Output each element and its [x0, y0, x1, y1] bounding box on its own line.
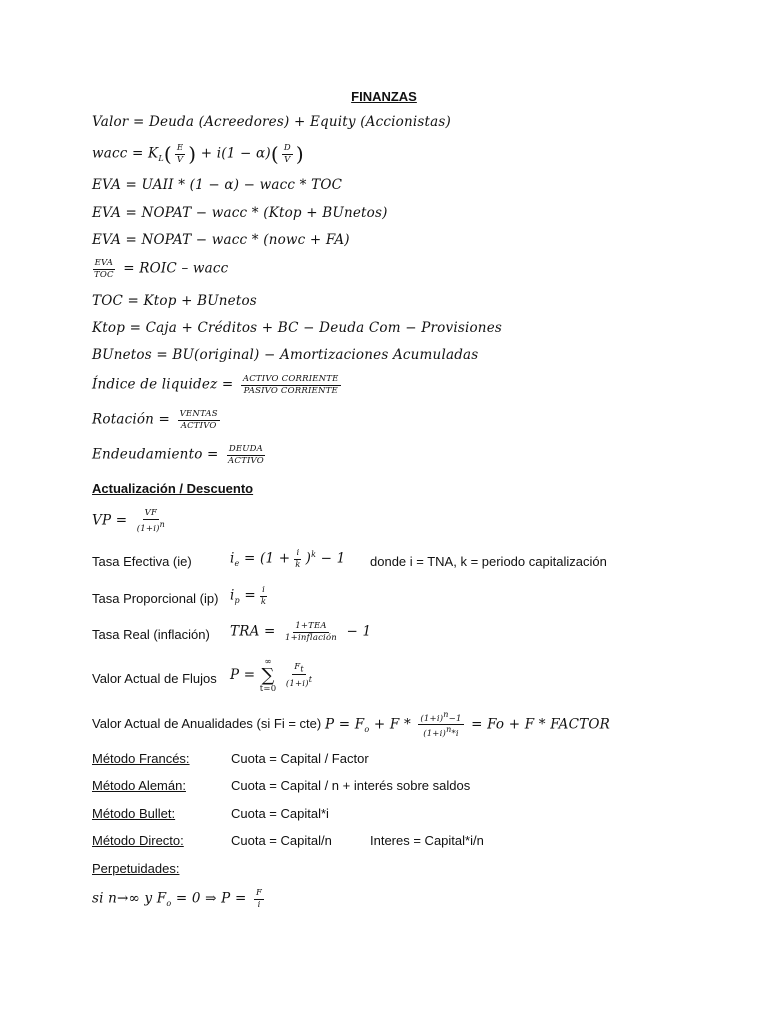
formula-wacc: wacc = $K_L$( $\frac{E}{V}$ ) + i(1 − α)( $\frac{D}{V}$ ) [92, 142, 304, 166]
formula-ktop: Ktop = Caja + Créditos + BC − Deuda Com − Provisiones [92, 320, 503, 336]
formula-bunetos: BUnetos = BU(original) − Amortizaciones Acumuladas [92, 347, 479, 363]
formula-eva-3: EVA = NOPAT − wacc * (nowc + FA) [92, 232, 350, 248]
metodo-bullet-label: Método Bullet: [92, 806, 176, 821]
vp-fraction: $\frac{VF}{(1+i)n}$ [136, 508, 165, 534]
label-valor-anualidades: Valor Actual de Anualidades (si Fi = cte) [92, 716, 322, 731]
formula-tasa-real: TRA = $\frac{\text{1+TEA}}{\text{1+inflación}}$ − 1 [230, 621, 372, 643]
formula-tasa-efectiva: $i_e = (1$ + $\frac{i}{k}$ )$^k$ − 1 [230, 548, 346, 570]
metodo-aleman-label: Método Alemán: [92, 778, 186, 793]
formula-rotacion [92, 410, 223, 430]
sum-icon: ∞ ∑ t=0 [259, 657, 277, 694]
section-actualizacion: Actualización / Descuento [92, 481, 254, 496]
metodo-frances-formula: Cuota = Capital / Factor [231, 751, 369, 766]
page-title: FINANZAS [351, 89, 417, 104]
metodo-bullet-formula: Cuota = Capital*i [231, 806, 329, 821]
formula-toc: TOC = Ktop + BUnetos [92, 293, 257, 309]
metodo-directo-interes: Interes = Capital*i/n [370, 833, 484, 848]
wacc-lhs: wacc = K [92, 145, 159, 162]
formula-eva-2: EVA = NOPAT − wacc * (Ktop + BUnetos) [92, 205, 388, 221]
formula-valor: Valor = Deuda (Acreedores) + Equity (Accionistas) [92, 114, 451, 130]
liquidez-lhs: Índice de liquidez = [92, 376, 234, 393]
formula-valor-flujos: P = ∞ ∑ t=0 $\frac{Ft}{(1+i)t}$ [230, 657, 313, 694]
formula-roic [92, 259, 228, 279]
rotacion-fraction: $\frac{\text{VENTAS}}{\text{ACTIVO}}$ [179, 409, 218, 431]
rotacion-lhs: Rotación = [92, 411, 171, 428]
label-tasa-real: Tasa Real (inflación) [92, 627, 210, 642]
formula-eva-1: EVA = UAII * (1 − α) − wacc * TOC [92, 177, 343, 193]
label-tasa-proporcional: Tasa Proporcional (ip) [92, 591, 219, 606]
metodo-aleman-formula: Cuota = Capital / n + interés sobre saldos [231, 778, 471, 793]
wacc-sub-l: L [158, 154, 164, 164]
eva-over-toc: $\frac{\text{EVA}}{\text{TOC}}$ [94, 258, 114, 280]
endeudamiento-fraction: $\frac{\text{DEUDA}}{\text{ACTIVO}}$ [228, 444, 264, 466]
formula-liquidez [92, 375, 344, 395]
formula-perpetuidades: si n→∞ y $F_o = 0$ ⇒ P = $\frac{F}{i}$ [92, 888, 263, 910]
wacc-d-over-v: $\frac{D}{V}$ [283, 143, 291, 165]
tasa-efectiva-note: donde i = TNA, k = periodo capitalización [370, 554, 607, 569]
label-valor-flujos: Valor Actual de Flujos [92, 671, 217, 686]
wacc-mid: + i(1 − α) [200, 145, 271, 162]
wacc-e-over-v: $\frac{E}{V}$ [176, 143, 184, 165]
formula-vp [92, 509, 170, 533]
label-tasa-efectiva: Tasa Efectiva (ie) [92, 554, 192, 569]
metodo-frances-label: Método Francés: [92, 751, 190, 766]
formula-endeudamiento [92, 445, 269, 465]
endeudamiento-lhs: Endeudamiento = [92, 446, 219, 463]
perpetuidades-label: Perpetuidades: [92, 861, 180, 876]
metodo-directo-label: Método Directo: [92, 833, 184, 848]
metodo-directo-formula: Cuota = Capital/n [231, 833, 332, 848]
roic-rhs: = ROIC – wacc [123, 260, 229, 277]
liquidez-fraction: $\frac{\text{ACTIVO CORRIENTE}}{\text{PASIVO CORRIENTE}}$ [242, 374, 339, 396]
formula-valor-anualidades: $P = F_o + F$ * $\frac{(1+i)n-1}{(1+i)n*i}$ = Fo + F * FACTOR [325, 710, 610, 740]
formula-tasa-proporcional: $i_p$ = $\frac{i}{k}$ [230, 585, 267, 607]
vp-lhs: VP = [92, 512, 128, 529]
